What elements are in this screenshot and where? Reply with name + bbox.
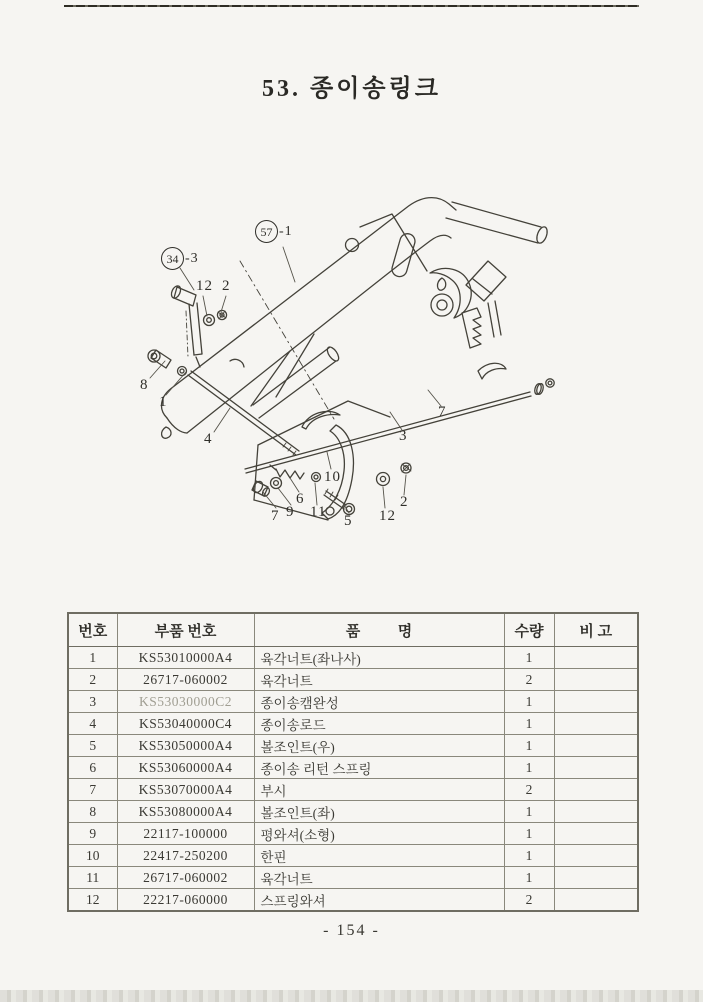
part-callout: 2 xyxy=(222,278,231,294)
cell-row-number: 11 xyxy=(68,867,117,889)
header-note: 비 고 xyxy=(554,613,638,647)
cell-row-number: 2 xyxy=(68,669,117,691)
cell-part-number: KS53060000A4 xyxy=(117,757,254,779)
table-row xyxy=(68,889,638,912)
cell-part-number: 22117-100000 xyxy=(117,823,254,845)
cell-row-number: 6 xyxy=(68,757,117,779)
cell-row-number: 12 xyxy=(68,889,117,912)
cell-quantity: 1 xyxy=(504,867,554,889)
parts-table xyxy=(67,612,639,912)
part-callout: 2 xyxy=(400,494,409,510)
table-header-row xyxy=(68,613,638,647)
cell-note xyxy=(554,823,638,845)
cell-quantity: 2 xyxy=(504,889,554,912)
header-quantity: 수량 xyxy=(504,613,554,647)
table-row xyxy=(68,669,638,691)
part-callout: 11 xyxy=(310,504,327,520)
table-row xyxy=(68,735,638,757)
cell-row-number: 3 xyxy=(68,691,117,713)
cell-note xyxy=(554,779,638,801)
cell-quantity: 1 xyxy=(504,757,554,779)
cell-part-name: 종이송로드 xyxy=(254,713,504,735)
cell-row-number: 7 xyxy=(68,779,117,801)
table-row xyxy=(68,845,638,867)
header-row-number: 번호 xyxy=(68,613,117,647)
cell-note xyxy=(554,647,638,669)
cell-part-name: 육각너트 xyxy=(254,669,504,691)
assembly-ref-circle: 34 xyxy=(161,247,184,270)
table-row xyxy=(68,801,638,823)
table-row xyxy=(68,823,638,845)
table-row xyxy=(68,713,638,735)
cell-part-name: 한핀 xyxy=(254,845,504,867)
cell-part-name: 육각너트(좌나사) xyxy=(254,647,504,669)
cell-note xyxy=(554,889,638,912)
cell-part-name: 평와셔(소형) xyxy=(254,823,504,845)
cell-part-name: 볼조인트(좌) xyxy=(254,801,504,823)
part-callout: 3 xyxy=(399,428,408,444)
parts-line-drawing xyxy=(90,165,570,560)
cell-part-number: 26717-060002 xyxy=(117,669,254,691)
cell-quantity: 1 xyxy=(504,845,554,867)
cell-part-number: 22417-250200 xyxy=(117,845,254,867)
part-callout: 5 xyxy=(344,513,353,529)
part-callout: 12 xyxy=(196,278,213,294)
part-callout: 9 xyxy=(286,504,295,520)
cell-note xyxy=(554,691,638,713)
header-part-name: 품 명 xyxy=(254,613,504,647)
cell-note xyxy=(554,867,638,889)
cell-quantity: 1 xyxy=(504,691,554,713)
cell-part-number: KS53080000A4 xyxy=(117,801,254,823)
part-callout: 1 xyxy=(159,394,168,410)
cell-note xyxy=(554,669,638,691)
part-callout: 6 xyxy=(296,491,305,507)
cell-row-number: 5 xyxy=(68,735,117,757)
cell-quantity: 1 xyxy=(504,647,554,669)
part-callout: 4 xyxy=(204,431,213,447)
table-row xyxy=(68,647,638,669)
cell-part-name: 볼조인트(우) xyxy=(254,735,504,757)
page-title: 53. 종이송링크 xyxy=(262,76,441,102)
cell-part-name: 부시 xyxy=(254,779,504,801)
cell-quantity: 1 xyxy=(504,713,554,735)
part-callout: 10 xyxy=(324,469,341,485)
part-callout: 8 xyxy=(140,377,149,393)
cell-note xyxy=(554,713,638,735)
part-callout: 7 xyxy=(271,508,280,524)
cell-quantity: 2 xyxy=(504,669,554,691)
part-callout: 12 xyxy=(379,508,396,524)
cell-row-number: 1 xyxy=(68,647,117,669)
exploded-parts-diagram xyxy=(90,165,570,560)
cell-part-number: 26717-060002 xyxy=(117,867,254,889)
cell-part-number: KS53040000C4 xyxy=(117,713,254,735)
cell-part-number: KS53030000C2 xyxy=(117,691,254,713)
cell-note xyxy=(554,845,638,867)
table-row xyxy=(68,867,638,889)
assembly-ref-circle: 57 xyxy=(255,220,278,243)
cell-part-name: 종이송 리턴 스프링 xyxy=(254,757,504,779)
cell-quantity: 1 xyxy=(504,823,554,845)
header-part-number: 부품 번호 xyxy=(117,613,254,647)
cell-part-name: 육각너트 xyxy=(254,867,504,889)
cell-row-number: 10 xyxy=(68,845,117,867)
cell-note xyxy=(554,757,638,779)
table-row xyxy=(68,757,638,779)
cell-part-name: 스프링와셔 xyxy=(254,889,504,912)
cell-part-name: 종이송캠완성 xyxy=(254,691,504,713)
scan-artifact-bottom-band xyxy=(0,990,703,1002)
cell-note xyxy=(554,801,638,823)
table-row xyxy=(68,779,638,801)
cell-part-number: KS53050000A4 xyxy=(117,735,254,757)
page-number: - 154 - xyxy=(323,922,380,939)
cell-quantity: 1 xyxy=(504,735,554,757)
table-row xyxy=(68,691,638,713)
cell-row-number: 8 xyxy=(68,801,117,823)
assembly-ref-57: 57 -1 xyxy=(255,220,293,243)
cell-note xyxy=(554,735,638,757)
scan-artifact-top-line xyxy=(64,5,639,7)
cell-part-number: KS53070000A4 xyxy=(117,779,254,801)
cell-row-number: 4 xyxy=(68,713,117,735)
cell-part-number: KS53010000A4 xyxy=(117,647,254,669)
assembly-ref-34: 34 -3 xyxy=(161,247,199,270)
part-callout: 7 xyxy=(438,404,447,420)
cell-part-number: 22217-060000 xyxy=(117,889,254,912)
cell-quantity: 2 xyxy=(504,779,554,801)
cell-quantity: 1 xyxy=(504,801,554,823)
cell-row-number: 9 xyxy=(68,823,117,845)
